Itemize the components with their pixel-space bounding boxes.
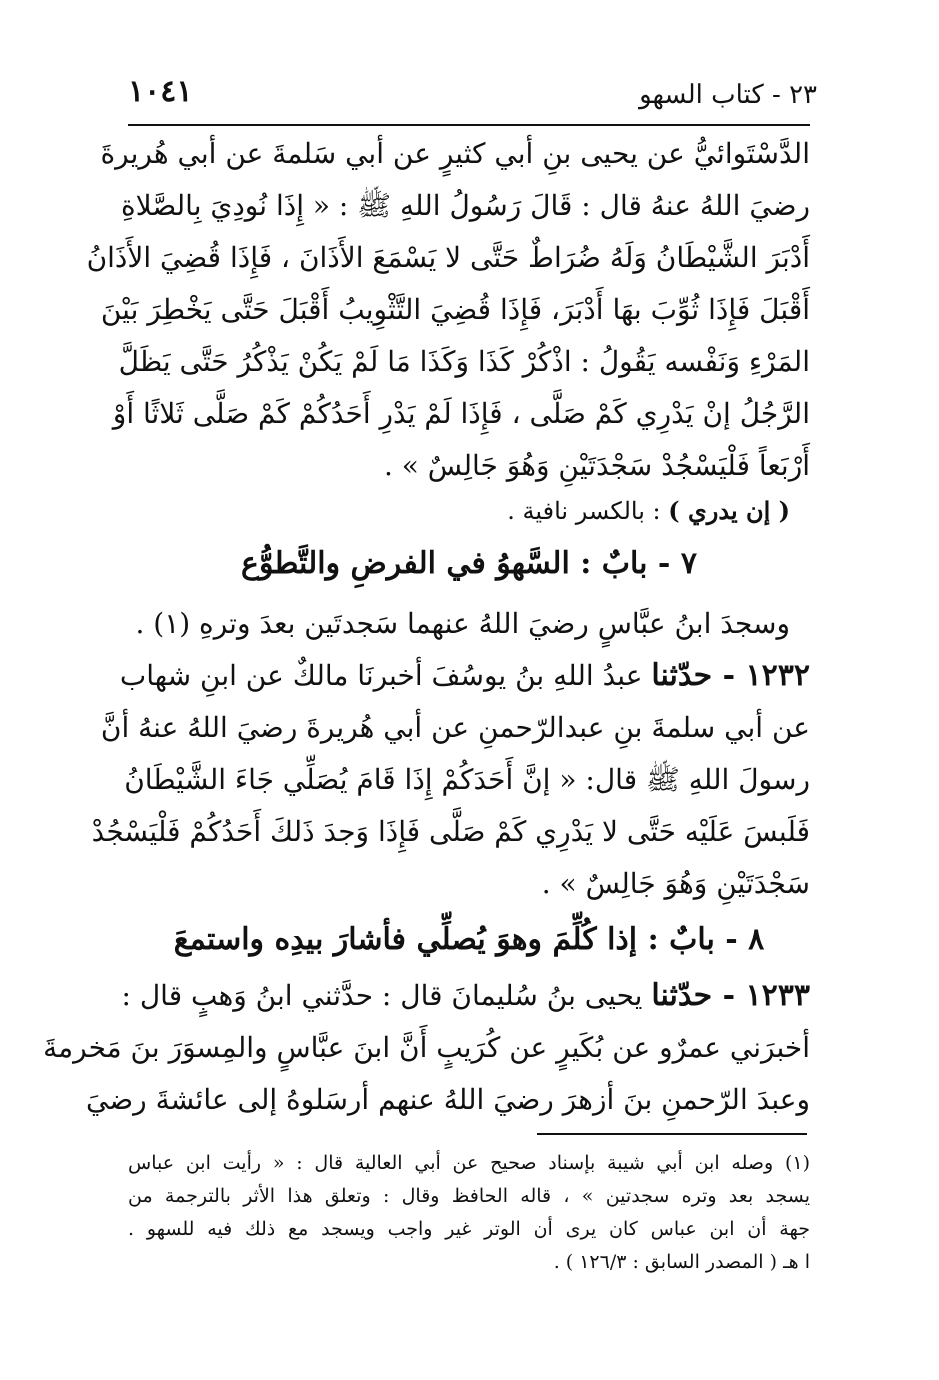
- footnote-line: يسجد بعد وتره سجدتين » ، قاله الحافظ وقال : وتعلق هذا الأثر بالترجمة من: [128, 1185, 810, 1207]
- body-line: وعبدَ الرّحمنِ بنَ أزهرَ رضيَ اللهُ عنهم أرسَلوهُ إلى عائشةَ رضيَ: [86, 1083, 810, 1116]
- body-line: رسولَ اللهِ ﷺ قال: « إنَّ أَحَدَكُمْ إِذَا قَامَ يُصَلِّي جَاءَ الشَّيْطَانُ: [124, 763, 810, 796]
- chapter-title: ٢٣ - كتاب السهو: [639, 80, 817, 110]
- hadith-number: ١٢٣٢ - حدّثنا: [651, 658, 810, 693]
- hadith-number: ١٢٣٣ - حدّثنا: [651, 978, 810, 1013]
- body-line: الدَّسْتَوائيُّ عن يحيى بنِ أبي كثيرٍ عن أبي سَلمةَ عن أبي هُريرةَ: [100, 137, 810, 170]
- page-number: ١٠٤١: [128, 74, 193, 109]
- body-line: الرَّجُلُ إنْ يَدْرِي كَمْ صَلَّى ، فَإِذَا لَمْ يَدْرِ أَحَدُكُمْ كَمْ صَلَّى ثَلاثًا أَوْ: [112, 397, 810, 430]
- footnote-line: ا هـ ( المصدر السابق : ١٢٦/٣ ) .: [553, 1251, 810, 1273]
- body-line: عن أبي سلمةَ بنِ عبدالرّحمنِ عن أبي هُريرةَ رضيَ اللهُ عنهُ أنَّ: [100, 711, 810, 744]
- body-line: رضيَ اللهُ عنهُ قال : قَالَ رَسُولُ اللهِ ﷺ : « إِذَا نُودِيَ بِالصَّلاةِ: [120, 189, 810, 222]
- body-line: سَجْدَتَيْنِ وَهُوَ جَالِسٌ » .: [541, 867, 810, 900]
- body-line: المَرْءِ وَنَفْسه يَقُولُ : اذْكُرْ كَذَا وَكَذَا مَا لَمْ يَكُنْ يَذْكُرُ حَتَّى يَظَلَّ: [118, 345, 810, 378]
- body-line: فَلَبسَ عَلَيْه حَتَّى لا يَدْرِي كَمْ صَلَّى فَإِذَا وَجدَ ذَلكَ أَحَدُكُمْ فَلْيَسْجُدْ: [91, 815, 810, 848]
- gloss-term: ( إن يدري ): [668, 496, 790, 525]
- body-line: أخبرَني عمرٌو عن بُكَيرٍ عن كُرَيبٍ أَنَّ ابنَ عبَّاسٍ والمِسوَرَ بنَ مَخرمةَ: [43, 1031, 810, 1064]
- footnote-rule: [537, 1133, 807, 1135]
- athar-text: وسجدَ ابنُ عبَّاسٍ رضيَ اللهُ عنهما سَجدتَين بعدَ وترهِ (١) .: [135, 607, 790, 640]
- body-line: أَقْبَلَ فَإِذَا ثُوِّبَ بهَا أَدْبَرَ، فَإِذَا قُضِيَ التَّثْوِيبُ أَقْبَلَ حَتَّى يَخْطِرَ بَيْنَ: [100, 293, 810, 326]
- footnote-line: جهة أن ابن عباس كان يرى أن الوتر غير واجب ويسجد مع ذلك فيه للسهو .: [128, 1218, 810, 1240]
- hadith-text: عبدُ اللهِ بنُ يوسُفَ أخبرنَا مالكٌ عن ابنِ شهاب: [119, 659, 652, 692]
- footnote-line: (١) وصله ابن أبي شيبة بإسناد صحيح عن أبي العالية قال : « رأيت ابن عباس: [128, 1152, 810, 1174]
- body-line: أَرْبَعاً فَلْيَسْجُدْ سَجْدَتَيْنِ وَهُوَ جَالِسٌ » .: [383, 449, 810, 482]
- header-rule: [128, 124, 810, 126]
- gloss-text: : بالكسر نافية .: [507, 497, 669, 525]
- body-line: أَدْبَرَ الشَّيْطَانُ وَلَهُ ضُرَاطٌ حَتَّى لا يَسْمَعَ الأَذَانَ ، فَإِذَا قُضِيَ الأَذَانُ: [86, 241, 810, 274]
- chapter-heading-8: ٨ - بابٌ : إذا كُلِّمَ وهوَ يُصلِّي فأشارَ بيدِه واستمعَ: [173, 922, 765, 957]
- hadith-text: يحيى بنُ سُليمانَ قال : حدَّثني ابنُ وَهبٍ قال :: [121, 979, 652, 1012]
- gloss-note: [128, 496, 810, 525]
- hadith-first-line: [121, 976, 810, 1016]
- chapter-heading-7: ٧ - بابٌ : السَّهوُ في الفرضِ والتَّطوُّع: [241, 546, 697, 581]
- hadith-first-line: [119, 656, 810, 696]
